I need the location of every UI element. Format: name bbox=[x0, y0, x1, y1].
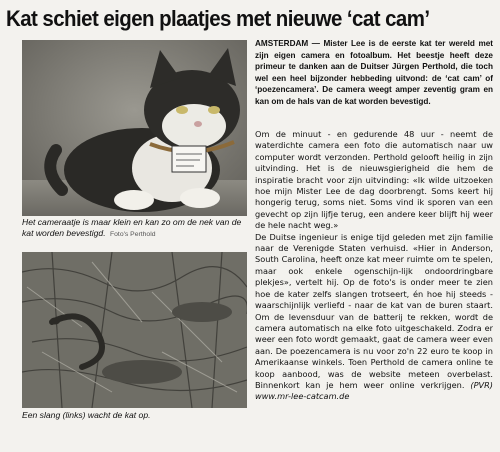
snake-photo-illustration bbox=[22, 252, 247, 408]
headline: Kat schiet eigen plaatjes met nieuwe ‘cat cam’ bbox=[6, 6, 430, 31]
article-paragraph-2 bbox=[255, 232, 493, 403]
article-paragraph-2-text: De Duitse ingenieur is enige tijd geleden met zijn familie naar de Verenigde Staten verhuisd. «Hier in Anderson, South Carolina, heeft onze kat meer ruimte om te spelen, maar ook enkele ogenschijn-lijk ondoordringbare plekjes», vertelt hij. Op de foto's is onder meer te zien hoe de kater zelfs slangen trotseert, én hoe hij steeds - waarschijnlijk verliefd - naar de kat van de buren staart. Om de levensduur van de batterij te rekken, wordt de camera automatisch na elke foto uitgeschakeld. Zodra er weer een foto wordt gemaakt, gaat de camera weer even aan. De poezencamera is nu voor zo'n 22 euro te koop in Amerikaanse winkels. Toen Perthold de camera online te koop aanbood, was de website meteen overbelast. Binnenkort kan je hem weer online verkrijgen. bbox=[255, 231, 493, 390]
lead-text: Mister Lee is de eerste kat ter wereld met zijn eigen camera en fotoalbum. Het beestje heeft deze primeur te danken aan de Duitser Jürgen Perthold, die toch wel een heel bijzonder hebbeding uitvond: de ‘cat cam’ of ‘poezencamera’. De camera weegt amper zeventig gram en kan om de hals van de kat worden bevestigd. bbox=[255, 39, 494, 106]
article-paragraph-1: Om de minuut - en gedurende 48 uur - neemt de waterdichte camera een foto die automatisch naar uw computer wordt verzonden. Perthold gelooft heilig in zijn uitvinding. Het is de nieuwsgierigheid die hem de inspiratie bracht voor zijn uitvinding: «Ik wilde uitzoeken hoe mijn Mister Lee de dag doorbrengt. Soms keert hij hongerig terug, soms niet. Soms vind ik sporen van een gevecht op zijn lijfje terug, een andere keer blijft hij weer de hele nacht weg.» bbox=[255, 129, 493, 231]
photo-credit: Foto's Perthold bbox=[110, 231, 156, 238]
source-line: (PVR) www.mr-lee-catcam.de bbox=[255, 379, 493, 402]
photo-bottom-caption: Een slang (links) wacht de kat op. bbox=[22, 410, 151, 420]
photo-top-caption-block bbox=[22, 217, 250, 240]
snake-photo bbox=[22, 252, 247, 408]
article-body bbox=[255, 129, 493, 403]
cat-photo-illustration bbox=[22, 40, 247, 216]
photo-top-caption: Het cameraatje is maar klein en kan zo om de nek van de kat worden bevestigd. bbox=[22, 217, 242, 238]
cat-with-camera-photo bbox=[22, 40, 247, 216]
dateline: AMSTERDAM — bbox=[255, 39, 320, 48]
photo-bottom-caption-block bbox=[22, 410, 250, 421]
lead-paragraph bbox=[255, 38, 493, 108]
